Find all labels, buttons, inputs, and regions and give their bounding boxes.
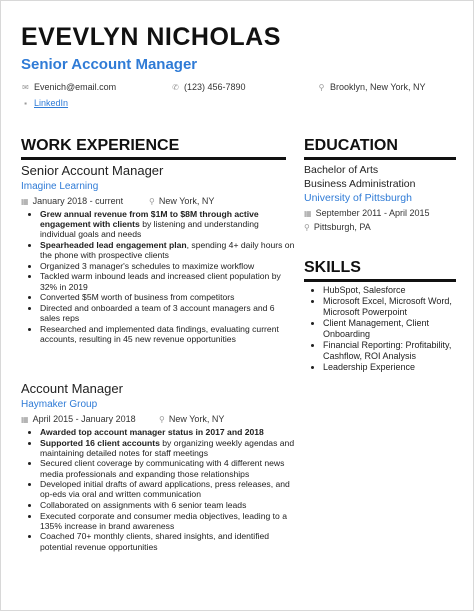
field-of-study: Business Administration <box>304 178 416 190</box>
list-item: • Financial Reporting: Profitability, Cashflow, ROI Analysis <box>323 340 463 362</box>
skills-heading-rule <box>304 279 456 282</box>
company-name: Haymaker Group <box>21 399 98 410</box>
list-item: • Awarded top account manager status in 2017 and 2018 <box>40 427 295 437</box>
education-dates: ▦ September 2011 - April 2015 <box>304 208 430 218</box>
skills-list <box>312 285 463 373</box>
linkedin-link[interactable]: LinkedIn <box>34 98 69 108</box>
school-name: University of Pittsburgh <box>304 192 412 204</box>
list-item: • Coached 70+ monthly clients, shared insights, and identified potential revenue opportunities <box>40 531 295 551</box>
list-item: • Grew annual revenue from $1M to $8M through active engagement with clients by listening and understanding individual goals and needs <box>40 209 295 240</box>
job-location: ⚲ New York, NY <box>149 196 215 206</box>
list-item: • Secured client coverage by communicating with 4 different news media professionals and expanding those relationships <box>40 458 295 478</box>
calendar-icon: ▦ <box>21 196 29 206</box>
job-dates: ▦ April 2015 - January 2018 <box>21 414 136 424</box>
work-heading-rule <box>21 157 286 160</box>
email-icon: ✉ <box>22 82 29 92</box>
calendar-icon: ▦ <box>304 208 312 218</box>
list-item: • Executed corporate and consumer media objectives, leading to a 135% increase in brand awareness <box>40 511 295 531</box>
phone-icon: ✆ <box>172 82 179 92</box>
skills-heading: SKILLS <box>304 259 361 276</box>
job-title: Senior Account Manager <box>21 163 164 178</box>
list-item: • Spearheaded lead engagement plan, spending 4+ daily hours on the phone with prospective clients <box>40 240 295 260</box>
list-item: • Microsoft Excel, Microsoft Word, Microsoft Powerpoint <box>323 296 463 318</box>
company-name: Imagine Learning <box>21 181 99 192</box>
list-item: • HubSpot, Salesforce <box>323 285 463 296</box>
calendar-icon: ▦ <box>21 414 29 424</box>
degree: Bachelor of Arts <box>304 164 379 176</box>
candidate-title: Senior Account Manager <box>21 56 198 73</box>
phone-text: (123) 456-7890 <box>184 82 246 92</box>
job-location: ⚲ New York, NY <box>159 414 225 424</box>
list-item: • Leadership Experience <box>323 362 463 373</box>
list-item: • Client Management, Client Onboarding <box>323 318 463 340</box>
location-pin-icon: ⚲ <box>318 82 325 92</box>
education-location: ⚲ Pittsburgh, PA <box>304 222 371 232</box>
job-title: Account Manager <box>21 381 123 396</box>
location-pin-icon: ⚲ <box>304 222 310 232</box>
list-item: • Tackled warm inbound leads and increased client population by 32% in 2019 <box>40 271 295 291</box>
job-bullets <box>29 427 295 552</box>
list-item: • Directed and onboarded a team of 3 account managers and 6 sales reps <box>40 303 295 323</box>
contact-location <box>317 82 426 92</box>
location-text: Brooklyn, New York, NY <box>330 82 426 92</box>
job-bullets <box>29 209 295 344</box>
job-dates: ▦ January 2018 - current <box>21 196 124 206</box>
linkedin-icon: ▪ <box>24 98 27 108</box>
contact-linkedin[interactable] <box>21 98 68 108</box>
email-text: Evenich@email.com <box>34 82 117 92</box>
education-heading-rule <box>304 157 456 160</box>
work-experience-heading: WORK EXPERIENCE <box>21 137 180 154</box>
list-item: • Developed initial drafts of award applications, press releases, and op-eds via oral and written communication <box>40 479 295 499</box>
list-item: • Organized 3 manager's schedules to maximize workflow <box>40 261 295 271</box>
list-item: • Supported 16 client accounts by organizing weekly agendas and maintaining detailed notes for staff meetings <box>40 438 295 458</box>
contact-email[interactable] <box>21 82 116 92</box>
list-item: • Converted $5M worth of business from competitors <box>40 292 295 302</box>
list-item: • Researched and implemented data findings, evaluating current accounts, resulting in 45 new revenue opportunities <box>40 324 295 344</box>
candidate-name: EVEVLYN NICHOLAS <box>21 23 281 51</box>
education-heading: EDUCATION <box>304 137 398 154</box>
contact-phone[interactable] <box>171 82 246 92</box>
location-pin-icon: ⚲ <box>159 414 165 424</box>
location-pin-icon: ⚲ <box>149 196 155 206</box>
list-item: • Collaborated on assignments with 6 senior team leads <box>40 500 295 510</box>
